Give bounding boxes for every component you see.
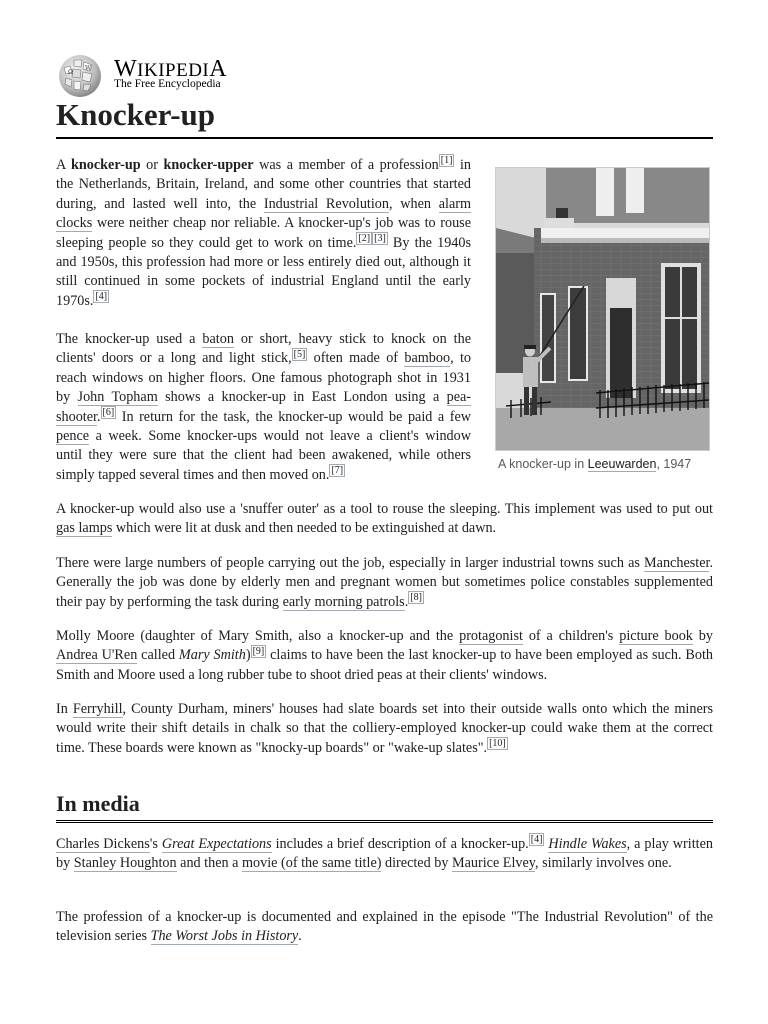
caption-text-after: , 1947 [656,457,692,471]
paragraph-intro [56,156,471,311]
citation-link[interactable]: [10] [489,738,506,750]
article-link[interactable]: Manchester [644,555,710,571]
article-link[interactable]: protagonist [459,628,523,644]
article-link[interactable]: Andrea U'Ren [56,647,138,664]
text-run: or short, heavy stick to knock on the clients' doors or a long and light stick, [56,331,472,367]
site-header[interactable] [56,54,356,98]
citation [329,464,345,477]
article-figure[interactable] [495,167,710,471]
citation [487,737,508,750]
article-link[interactable]: movie (of the same title) [242,855,382,872]
text-run: , County Durham, miners' houses had slate boards set into their outside walls onto which the miners would write their shift details in chalk so that the colliery-employed knocker-up could wake them at the correct time. These boards were known as "knocky-up boards" or "wake-up slates". [56,701,713,756]
text-run: By the 1940s and 1950s, this profession had more or less entirely died out, although it still continued in some pockets of industrial England until the early 1970s. [56,234,471,309]
text-run: or [140,157,164,173]
article-link[interactable]: picture book [619,628,693,644]
text-run: and then a [176,855,242,872]
text-run: includes a brief description of a knocker-up. [271,836,529,852]
text-run: The profession of a knocker-up is documented and explained in the episode "The Industrial Revolution" of the television series [56,909,713,945]
text-run: , to reach windows on higher floors. One famous photograph shot in 1931 by [56,350,471,406]
citation [372,232,388,245]
text-run: was a member of a profession [253,157,439,173]
citation [356,232,372,245]
article-link[interactable]: Ferryhill [72,701,123,717]
paragraph-media-dickens [56,835,713,874]
figure-caption [495,457,710,471]
text-run: A knocker-up would also use a 'snuffer outer' as a tool to rouse the sleeping. This implement was used to put out [56,501,713,517]
text-run: . [96,408,101,425]
text-run: ) [245,647,251,664]
article-link[interactable]: Industrial Revolution [263,195,389,212]
text-run: . Generally the job was done by elderly men and pregnant women but sometimes police constables supplemented their pay by performing the task during [56,555,713,610]
citation-link[interactable]: [1] [440,155,453,167]
section-heading-in-media: In media [56,790,713,823]
text-run: called [137,647,179,664]
citation [251,645,267,658]
text-run: Molly Moore (daughter of Mary Smith, also a knocker-up and the [56,628,460,644]
article-link[interactable]: pence [56,428,90,445]
article-link[interactable]: gas lamps [56,520,113,537]
wikipedia-wordmark: WIKIPEDIA [114,56,228,82]
text-run: shows a knocker-up in East London using a [157,389,447,406]
svg-text:Ω: Ω [68,69,73,76]
caption-text-before: A knocker-up in [498,457,588,471]
bold-term: knocker-up [70,157,141,173]
knocker-up-photo[interactable] [495,167,710,451]
citation-link[interactable]: [8] [410,592,422,604]
page-title: Knocker-up [56,96,713,139]
text-run: in the Netherlands, Britain, Ireland, and some other countries that started during, and lasted well into, the [56,157,471,212]
article-link[interactable]: bamboo [404,350,451,367]
article-link[interactable]: Maurice Elvey [451,855,535,872]
article-link[interactable]: The Worst Jobs in History [150,928,299,945]
text-run: , a play written by [56,836,713,872]
text-run: The knocker-up used a [56,331,203,347]
text-run: . [298,928,302,945]
citation-link[interactable]: [3] [374,232,386,244]
text-run: A [56,157,71,173]
text-run: of a children's [522,628,620,644]
text-run: 's [149,836,162,852]
citation [408,591,424,604]
text-run: . [404,593,409,610]
text-run: claims to have been the last knocker-up to have been employed as such. Both Smith and Moore used a long rubber tube to shoot dried peas at their clients' windows. [56,647,713,683]
citation-link[interactable]: [5] [293,348,306,360]
citation [93,290,109,303]
citation [439,154,455,167]
citation-link[interactable]: [7] [331,465,344,477]
text-run: There were large numbers of people carrying out the job, especially in larger industrial towns such as [56,555,645,571]
paragraph-tools [56,330,471,485]
article-link[interactable]: Stanley Houghton [73,855,177,872]
paragraph-ferryhill [56,700,713,758]
text-run: In [56,701,73,717]
caption-link-leeuwarden[interactable]: Leeuwarden [587,457,657,471]
text-run: were neither cheap nor reliable. A knocker-up's job was to rouse sleeping people so they could get to work on time. [56,215,471,251]
paragraph-workers [56,554,713,612]
paragraph-molly-moore [56,627,713,685]
article-link[interactable]: Charles Dickens [56,836,150,852]
text-run: a week. Some knocker-ups would not leave a client's window until they were sure that the client had been awakened, while others simply tapped several times and then moved on. [56,428,471,483]
article-link[interactable]: baton [202,331,234,347]
text-run: Mary Smith [178,647,246,664]
text-run: In return for the task, the knocker-up would be paid a few [116,408,471,425]
bold-term: knocker-upper [163,157,254,173]
paragraph-snuffer [56,500,713,539]
citation-link[interactable]: [4] [530,834,543,846]
svg-text:W: W [85,65,92,72]
wikipedia-globe-icon [56,54,104,98]
article-link[interactable]: early morning patrols [282,593,405,610]
text-run: often made of [307,350,405,367]
text-run: , similarly involves one. [534,855,672,872]
text-run: , when [389,195,439,212]
citation [292,348,308,361]
article-link[interactable]: alarm clocks [56,195,472,232]
citation [529,833,545,846]
citation-link[interactable]: [2] [358,232,371,244]
article-link[interactable]: pea-shooter [56,389,472,425]
paragraph-media-tv [56,908,713,947]
site-tagline: The Free Encyclopedia [114,78,221,90]
article-link[interactable]: Hindle Wakes [548,836,627,852]
citation-link[interactable]: [9] [252,645,265,657]
citation-link[interactable]: [4] [95,291,108,303]
text-run: which were lit at dusk and then needed to be extinguished at dawn. [112,520,497,537]
article-link[interactable]: Great Expectations [161,836,272,852]
citation-link[interactable]: [6] [102,406,115,418]
text-run: directed by [381,855,452,872]
citation [101,406,117,419]
wordmark-rest: IKIPEDI [137,60,210,81]
article-link[interactable]: John Topham [77,389,158,406]
text-run: by [692,628,713,644]
